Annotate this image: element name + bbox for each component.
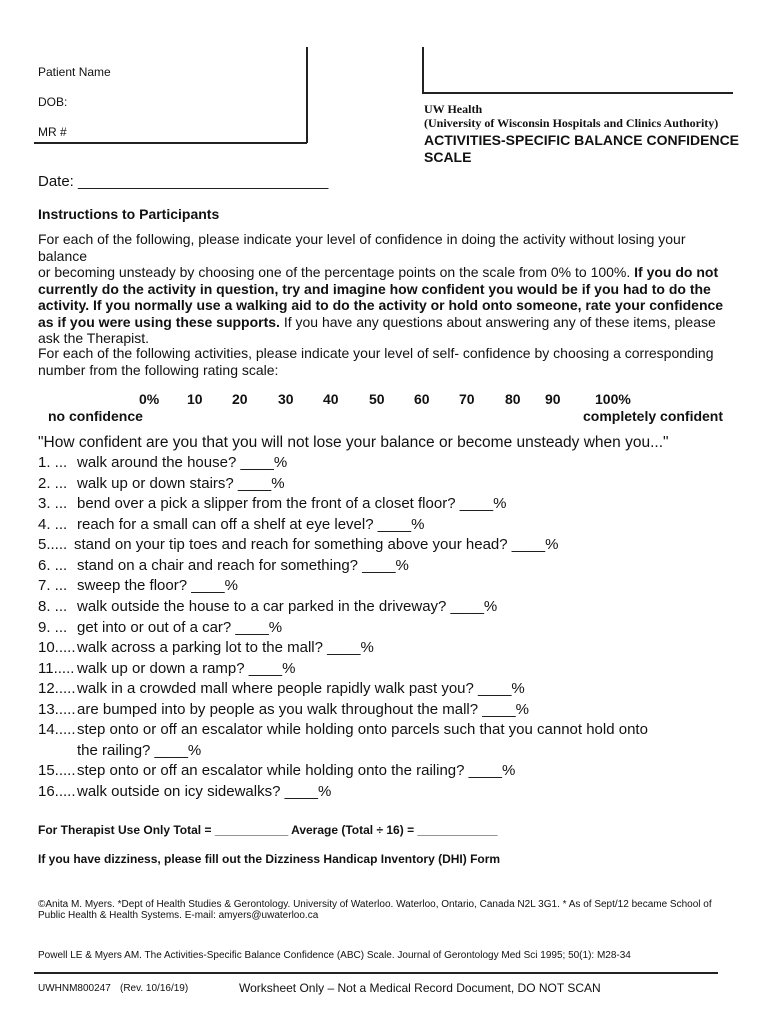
- instr-p1-line4: activity. If you normally use a walking aid to do the activity or hold onto someone, rate your confidence: [38, 297, 724, 313]
- list-item[interactable]: [38, 495, 506, 512]
- list-item[interactable]: [38, 680, 525, 697]
- item-text: walk up or down stairs? ____%: [77, 475, 285, 492]
- list-item[interactable]: [38, 660, 295, 677]
- org-name: UW Health: [424, 102, 483, 116]
- instr-p1-line3: currently do the activity in question, try and imagine how confident you would be if you had to do the: [38, 280, 711, 297]
- scale-point: 60: [414, 391, 430, 407]
- form-title-line1: ACTIVITIES-SPECIFIC BALANCE CONFIDENCE: [424, 132, 740, 148]
- patient-name-label: Patient Name: [38, 65, 111, 79]
- item-number: 10.....: [38, 639, 76, 656]
- item-text: stand on your tip toes and reach for something above your head? ____%: [74, 536, 559, 553]
- item-text: walk across a parking lot to the mall? ____%: [77, 639, 374, 656]
- item-number: 12.....: [38, 680, 76, 697]
- item-text: walk outside the house to a car parked in the driveway? ____%: [77, 598, 498, 615]
- item-text: step onto or off an escalator while holding onto the railing? ____%: [77, 762, 516, 779]
- item-text: walk up or down a ramp? ____%: [77, 660, 296, 677]
- list-item[interactable]: [38, 762, 515, 779]
- list-item[interactable]: [38, 557, 409, 574]
- scale-low-label: no confidence: [48, 408, 143, 424]
- item-text: step onto or off an escalator while holding onto parcels such that you cannot hold onto: [77, 721, 648, 738]
- item-text: the railing? ____%: [77, 742, 202, 759]
- therapist-total-line[interactable]: For Therapist Use Only Total = ___________ Average (Total ÷ 16) = ____________: [38, 823, 498, 837]
- item-text: sweep the floor? ____%: [77, 577, 238, 594]
- item-number: 2. ...: [38, 475, 68, 492]
- list-item[interactable]: [38, 701, 529, 718]
- list-item[interactable]: [38, 598, 497, 615]
- list-item[interactable]: [38, 639, 374, 656]
- scale-point: 10: [187, 391, 203, 407]
- scale-point: 40: [323, 391, 339, 407]
- list-item[interactable]: [38, 619, 282, 636]
- instr-p1-line5: [38, 314, 738, 331]
- item-number: 7. ...: [38, 577, 68, 594]
- instr-p1-line1: For each of the following, please indicate your level of confidence in doing the activity without losing your balance: [38, 231, 686, 264]
- item-number: 13.....: [38, 701, 76, 718]
- instr-p1-line6: ask the Therapist.: [38, 330, 150, 346]
- label-box-bottom-border: [422, 92, 733, 94]
- list-item[interactable]: [38, 516, 424, 533]
- item-text: bend over a pick a slipper from the front of a closet floor? ____%: [77, 495, 507, 512]
- scale-high-label: completely confident: [583, 408, 724, 424]
- item-text: walk outside on icy sidewalks? ____%: [77, 783, 332, 800]
- instructions-paragraph-1: [38, 231, 738, 347]
- item-number: 1. ...: [38, 454, 68, 471]
- list-item[interactable]: [38, 577, 238, 594]
- item-number: 3. ...: [38, 495, 68, 512]
- item-number: 16.....: [38, 783, 76, 800]
- item-number: 8. ...: [38, 598, 68, 615]
- item-text: walk around the house? ____%: [77, 454, 288, 471]
- instr-p1-line5-text: If you have any questions about answering any of these items, please: [279, 313, 716, 330]
- instr-p1-line2-bold: If you do not: [630, 264, 719, 280]
- scale-point: 70: [459, 391, 475, 407]
- scale-point: 90: [545, 391, 561, 407]
- instructions-paragraph-2: [38, 345, 738, 378]
- dob-label: DOB:: [38, 95, 68, 109]
- item-text: walk in a crowded mall where people rapidly walk past you? ____%: [77, 680, 525, 697]
- list-item[interactable]: [38, 475, 285, 492]
- instr-p2-line1: For each of the following activities, please indicate your level of self- confidence by choosing a corresponding: [38, 345, 714, 361]
- list-item-continuation[interactable]: [38, 742, 201, 759]
- copyright-line2: Public Health & Health Systems. E-mail: amyers@uwaterloo.ca: [38, 910, 319, 921]
- list-item[interactable]: [38, 536, 559, 553]
- rating-scale: [0, 391, 770, 409]
- list-item[interactable]: [38, 721, 648, 738]
- item-number: 4. ...: [38, 516, 68, 533]
- instr-p1-line5-bold: as if you were using these supports.: [38, 313, 280, 330]
- scale-point: 30: [278, 391, 294, 407]
- date-field[interactable]: Date: ______________________________: [38, 173, 329, 190]
- item-number: 11.....: [38, 660, 75, 677]
- patient-box-right-border: [306, 47, 308, 143]
- form-revision: (Rev. 10/16/19): [120, 983, 189, 994]
- instructions-heading: Instructions to Participants: [38, 206, 220, 222]
- footer-rule: [34, 972, 718, 974]
- mr-label: MR #: [38, 125, 67, 139]
- scale-point: 0%: [139, 391, 160, 407]
- instr-p1-line2: [38, 264, 738, 281]
- dizziness-note: If you have dizziness, please fill out the Dizziness Handicap Inventory (DHI) Form: [38, 852, 501, 866]
- patient-box-bottom-border: [34, 142, 307, 144]
- footer-notice: Worksheet Only – Not a Medical Record Document, DO NOT SCAN: [239, 981, 601, 995]
- label-box-left-border: [422, 47, 424, 93]
- org-authority: (University of Wisconsin Hospitals and Clinics Authority): [424, 116, 719, 130]
- copyright-line1: ©Anita M. Myers. *Dept of Health Studies & Gerontology. University of Waterloo. Waterloo, Ontario, Canada N2L 3G1. * As of Sept/12 became School of: [38, 899, 712, 910]
- scale-point: 80: [505, 391, 521, 407]
- citation: Powell LE & Myers AM. The Activities-Specific Balance Confidence (ABC) Scale. Journal of Gerontology Med Sci 1995; 50(1): M28-34: [38, 950, 631, 961]
- item-number: 5.....: [38, 536, 68, 553]
- question-prompt: "How confident are you that you will not lose your balance or become unsteady when you...": [38, 434, 669, 451]
- item-text: are bumped into by people as you walk throughout the mall? ____%: [77, 701, 529, 718]
- copyright-notice: [38, 899, 738, 921]
- form-title-line2: SCALE: [424, 149, 472, 165]
- list-item[interactable]: [38, 783, 331, 800]
- item-text: reach for a small can off a shelf at eye level? ____%: [77, 516, 425, 533]
- instr-p2-line2: number from the following rating scale:: [38, 361, 279, 378]
- scale-point: 50: [369, 391, 385, 407]
- item-number: 15.....: [38, 762, 76, 779]
- scale-point: 100%: [595, 391, 631, 407]
- form-id: UWHNM800247: [38, 983, 111, 994]
- item-number: 14.....: [38, 721, 76, 738]
- scale-point: 20: [232, 391, 248, 407]
- item-text: get into or out of a car? ____%: [77, 619, 283, 636]
- item-number: 9. ...: [38, 619, 68, 636]
- item-number: 6. ...: [38, 557, 68, 574]
- instr-p1-line2-text: or becoming unsteady by choosing one of the percentage points on the scale from 0% to 100%.: [38, 264, 631, 280]
- item-text: stand on a chair and reach for something? ____%: [77, 557, 409, 574]
- list-item[interactable]: [38, 454, 287, 471]
